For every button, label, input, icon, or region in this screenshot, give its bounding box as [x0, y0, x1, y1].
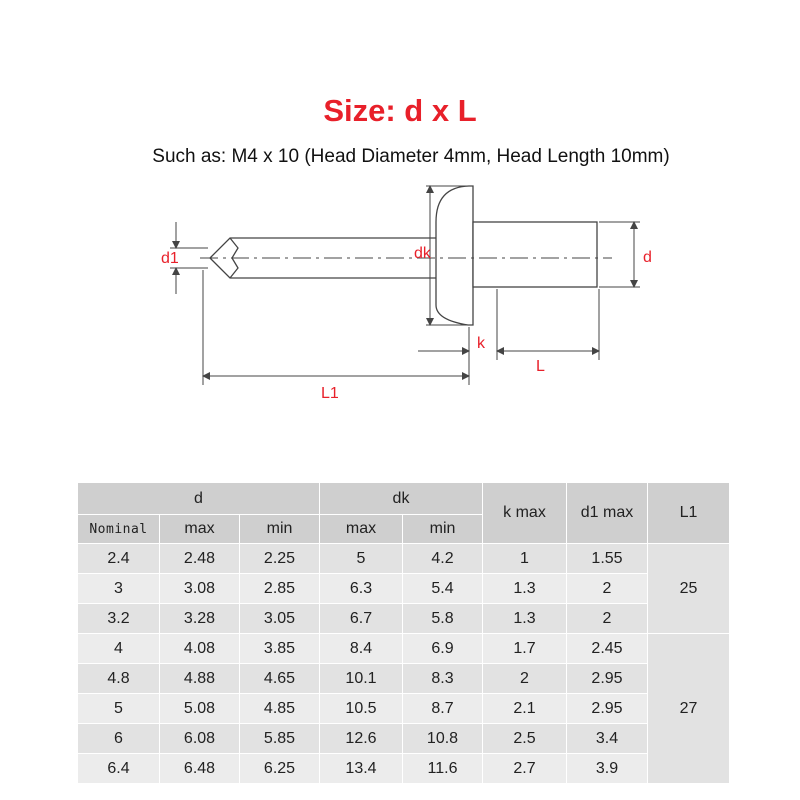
- page-subtitle: Such as: M4 x 10 (Head Diameter 4mm, Head Length 10mm): [152, 146, 670, 167]
- cell-dk-min: 8.3: [403, 664, 483, 694]
- cell-d-max: 2.48: [160, 544, 240, 574]
- cell-nominal: 6: [78, 724, 160, 754]
- cell-nominal: 3: [78, 574, 160, 604]
- cell-k-max: 2.7: [483, 754, 567, 784]
- cell-l1: 25: [648, 544, 730, 634]
- cell-d-min: 2.85: [240, 574, 320, 604]
- cell-d-min: 4.65: [240, 664, 320, 694]
- cell-d1-max: 2.95: [567, 664, 648, 694]
- cell-d1-max: 3.9: [567, 754, 648, 784]
- header-dk-max: max: [320, 515, 403, 544]
- label-d: d: [643, 249, 652, 266]
- header-dk-min: min: [403, 515, 483, 544]
- cell-k-max: 2.1: [483, 694, 567, 724]
- table-row: [78, 544, 730, 574]
- cell-d1-max: 1.55: [567, 544, 648, 574]
- header-d-min: min: [240, 515, 320, 544]
- cell-dk-min: 5.8: [403, 604, 483, 634]
- label-L: L: [536, 358, 545, 375]
- table-row: [78, 574, 730, 604]
- header-dk: dk: [320, 483, 483, 515]
- header-d1-max: d1 max: [567, 483, 648, 544]
- header-nominal: Nominal: [78, 515, 160, 544]
- cell-dk-max: 10.1: [320, 664, 403, 694]
- cell-d-max: 4.88: [160, 664, 240, 694]
- cell-dk-min: 10.8: [403, 724, 483, 754]
- cell-d-min: 5.85: [240, 724, 320, 754]
- cell-d-min: 4.85: [240, 694, 320, 724]
- cell-d-max: 3.08: [160, 574, 240, 604]
- cell-d-min: 6.25: [240, 754, 320, 784]
- rivet-head: [436, 186, 473, 325]
- cell-d-max: 5.08: [160, 694, 240, 724]
- cell-d1-max: 2.95: [567, 694, 648, 724]
- label-k: k: [477, 335, 485, 352]
- cell-dk-max: 6.3: [320, 574, 403, 604]
- rivet-drawing: [0, 180, 800, 420]
- cell-d1-max: 2.45: [567, 634, 648, 664]
- cell-k-max: 1.7: [483, 634, 567, 664]
- cell-k-max: 1: [483, 544, 567, 574]
- cell-d1-max: 3.4: [567, 724, 648, 754]
- table-row: [78, 634, 730, 664]
- header-k-max: k max: [483, 483, 567, 544]
- cell-nominal: 4.8: [78, 664, 160, 694]
- cell-nominal: 2.4: [78, 544, 160, 574]
- cell-nominal: 4: [78, 634, 160, 664]
- cell-d1-max: 2: [567, 574, 648, 604]
- cell-nominal: 5: [78, 694, 160, 724]
- cell-dk-max: 6.7: [320, 604, 403, 634]
- cell-d-min: 3.85: [240, 634, 320, 664]
- cell-d1-max: 2: [567, 604, 648, 634]
- rivet-body: [473, 222, 597, 287]
- cell-d-max: 6.08: [160, 724, 240, 754]
- label-d1: d1: [161, 250, 179, 267]
- cell-dk-max: 8.4: [320, 634, 403, 664]
- table-row: [78, 724, 730, 754]
- cell-d-max: 6.48: [160, 754, 240, 784]
- cell-dk-min: 6.9: [403, 634, 483, 664]
- header-d-max: max: [160, 515, 240, 544]
- cell-dk-min: 8.7: [403, 694, 483, 724]
- table-row: [78, 694, 730, 724]
- page-title: Size: d x L: [323, 93, 477, 128]
- cell-l1: 27: [648, 634, 730, 784]
- cell-dk-max: 13.4: [320, 754, 403, 784]
- cell-nominal: 6.4: [78, 754, 160, 784]
- label-dk: dk: [414, 245, 431, 262]
- cell-dk-max: 5: [320, 544, 403, 574]
- cell-d-min: 2.25: [240, 544, 320, 574]
- cell-k-max: 1.3: [483, 574, 567, 604]
- spec-table-body: [78, 544, 730, 784]
- label-L1: L1: [321, 385, 339, 402]
- cell-dk-min: 4.2: [403, 544, 483, 574]
- cell-dk-min: 5.4: [403, 574, 483, 604]
- spec-table: [77, 482, 730, 784]
- header-d: d: [78, 483, 320, 515]
- table-row: [78, 664, 730, 694]
- cell-d-max: 3.28: [160, 604, 240, 634]
- cell-k-max: 2.5: [483, 724, 567, 754]
- cell-d-max: 4.08: [160, 634, 240, 664]
- cell-dk-max: 12.6: [320, 724, 403, 754]
- cell-k-max: 2: [483, 664, 567, 694]
- cell-dk-max: 10.5: [320, 694, 403, 724]
- header-l1: L1: [648, 483, 730, 544]
- cell-dk-min: 11.6: [403, 754, 483, 784]
- table-row: [78, 754, 730, 784]
- cell-d-min: 3.05: [240, 604, 320, 634]
- cell-k-max: 1.3: [483, 604, 567, 634]
- table-row: [78, 604, 730, 634]
- cell-nominal: 3.2: [78, 604, 160, 634]
